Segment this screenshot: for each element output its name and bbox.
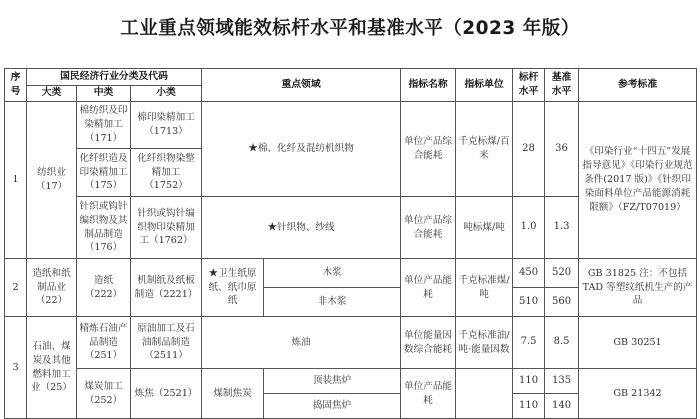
page-title: 工业重点领域能效标杆水平和基准水平（2023 年版） <box>120 18 580 39</box>
reference-cell: 《印染行业“十四五”发展指导意见》《印染行业规范条件(2017 版)》《针织印染面料单位产品能源消耗限额》（FZ/T07019） <box>579 102 697 259</box>
unit-cell: 千克标煤/百米 <box>456 102 513 197</box>
header-industry-group: 国民经济行业分类及代码 <box>27 69 202 86</box>
field-cell: 炼油 <box>202 317 401 369</box>
energy-efficiency-table <box>4 68 697 419</box>
baseline-value: 140 <box>545 394 579 419</box>
seq-cell: 3 <box>5 317 27 419</box>
seq-cell: 1 <box>5 102 27 259</box>
header-seq: 序 号 <box>5 69 27 102</box>
minor-category-cell: 原油加工及石油制品制造（2511） <box>131 317 202 369</box>
indicator-cell: 单位产品能耗 <box>401 369 456 419</box>
baseline-value: 560 <box>545 288 579 317</box>
major-category-cell: 石油、煤炭及其他燃料加工业（25） <box>27 317 77 419</box>
baseline-value: 36 <box>545 102 579 197</box>
header-baseline: 基准 水平 <box>545 69 579 102</box>
benchmark-value: 510 <box>513 288 545 317</box>
benchmark-value: 28 <box>513 102 545 197</box>
header-reference: 参考标准 <box>579 69 697 102</box>
seq-cell: 2 <box>5 259 27 317</box>
minor-category-cell: 棉印染精加工（1713） <box>131 102 202 149</box>
field-cell: ★针织物、纱线 <box>202 197 401 259</box>
medium-category-cell: 针织或钩针编织物及其制品制造（176） <box>77 197 131 259</box>
field-cell: 煤制焦炭 <box>202 369 264 419</box>
medium-category-cell: 棉纺织及印染精加工（171） <box>77 102 131 149</box>
subfield-cell: 非木浆 <box>264 288 401 317</box>
subfield-cell: 捣固焦炉 <box>264 394 401 419</box>
medium-category-cell: 煤炭加工（252） <box>77 369 131 419</box>
unit-cell: 千克标准油/吨·能量因数 <box>456 317 513 369</box>
reference-cell: GB 21342 <box>579 369 697 419</box>
indicator-cell: 单位能量因数综合能耗 <box>401 317 456 369</box>
header-minor: 小类 <box>131 86 202 102</box>
unit-cell: 千克标准煤/吨 <box>456 259 513 317</box>
major-category-cell: 纺织业（17） <box>27 102 77 259</box>
benchmark-value: 7.5 <box>513 317 545 369</box>
benchmark-value: 110 <box>513 394 545 419</box>
reference-cell: GB 31825 注：不包括 TAD 等塑纹纸机生产的产品 <box>579 259 697 317</box>
field-cell: ★卫生纸原纸、纸巾原纸 <box>202 259 264 317</box>
subfield-cell: 木浆 <box>264 259 401 288</box>
baseline-value: 8.5 <box>545 317 579 369</box>
medium-category-cell: 精炼石油产品制造（251） <box>77 317 131 369</box>
indicator-cell: 单位产品综合能耗 <box>401 102 456 197</box>
major-category-cell: 造纸和纸制品业（22） <box>27 259 77 317</box>
minor-category-cell: 炼焦（2521） <box>131 369 202 419</box>
header-benchmark: 标杆 水平 <box>513 69 545 102</box>
minor-category-cell: 化纤织物染整精加工（1752） <box>131 149 202 197</box>
indicator-cell: 单位产品综合能耗 <box>401 197 456 259</box>
header-indicator-unit: 指标单位 <box>456 69 513 102</box>
header-field: 重点领域 <box>202 69 401 102</box>
benchmark-value: 110 <box>513 369 545 394</box>
indicator-cell: 单位产品能耗 <box>401 259 456 317</box>
baseline-value: 1.3 <box>545 197 579 259</box>
minor-category-cell: 针织或钩针编织物印染精加工（1762） <box>131 197 202 259</box>
field-cell: ★棉、化纤及混纺机织物 <box>202 102 401 197</box>
header-major: 大类 <box>27 86 77 102</box>
medium-category-cell: 造纸（222） <box>77 259 131 317</box>
header-indicator-name: 指标名称 <box>401 69 456 102</box>
baseline-value: 520 <box>545 259 579 288</box>
unit-cell: 吨标煤/吨 <box>456 197 513 259</box>
baseline-value: 135 <box>545 369 579 394</box>
unit-cell <box>456 369 513 419</box>
header-medium: 中类 <box>77 86 131 102</box>
reference-cell: GB 30251 <box>579 317 697 369</box>
benchmark-value: 450 <box>513 259 545 288</box>
medium-category-cell: 化纤织造及印染精加工（175） <box>77 149 131 197</box>
subfield-cell: 顶装焦炉 <box>264 369 401 394</box>
minor-category-cell: 机制纸及纸板制造（2221） <box>131 259 202 317</box>
benchmark-value: 1.0 <box>513 197 545 259</box>
